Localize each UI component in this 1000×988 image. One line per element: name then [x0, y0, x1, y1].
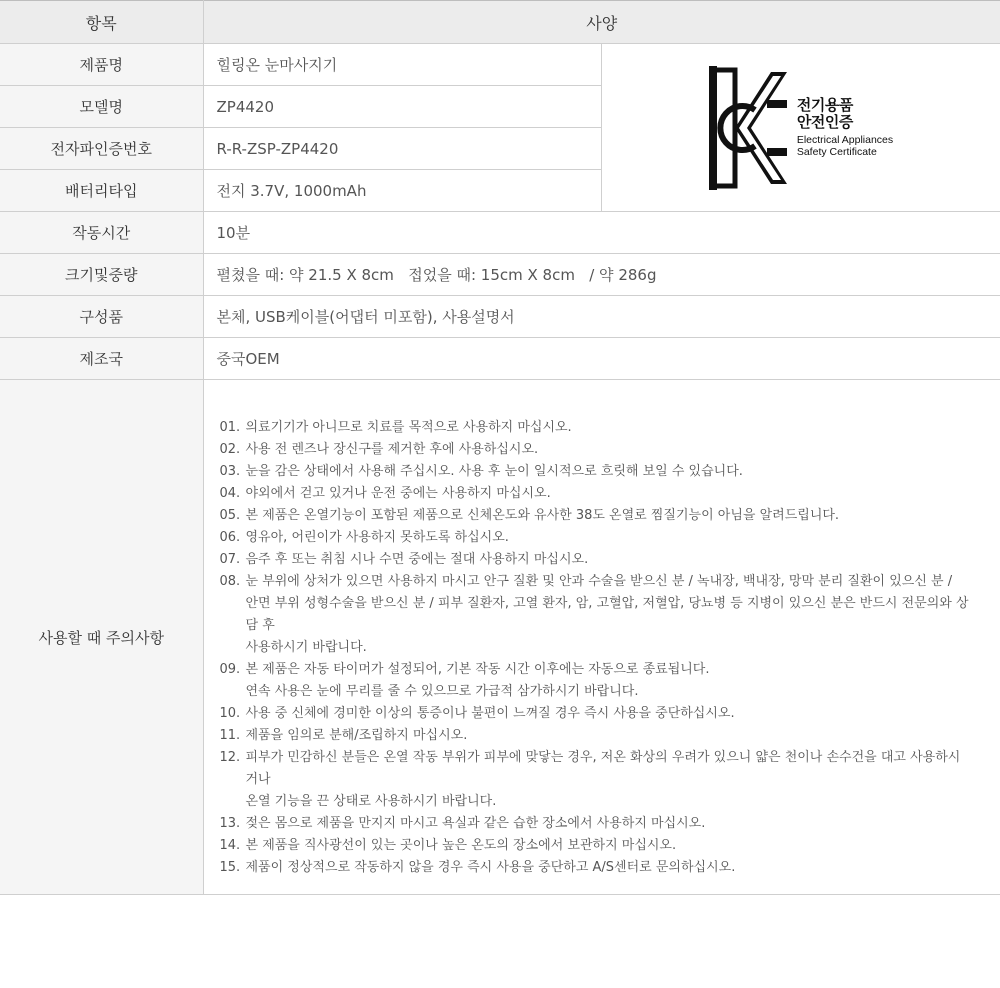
caution-number: 13. [219, 816, 241, 831]
caution-text: 본 제품을 직사광선이 있는 곳이나 높은 온도의 장소에서 보관하지 마십시오. [245, 838, 677, 853]
list-item [220, 505, 971, 527]
row-label: 제품명 [0, 44, 203, 86]
kc-label-en-2: Safety Certificate [796, 146, 877, 159]
caution-text: 사용 중 신체에 경미한 이상의 통증이나 불편이 느껴질 경우 즉시 사용을 중단하십시오. [245, 706, 735, 721]
caution-number: 12. [219, 750, 241, 765]
list-item [220, 439, 971, 461]
caution-number: 14. [219, 838, 241, 853]
caution-number: 11. [219, 728, 241, 743]
kc-label-en-1: Electrical Appliances [796, 134, 894, 147]
table-row [0, 296, 1000, 338]
list-item [220, 725, 971, 747]
list-item [220, 549, 971, 571]
caution-number: 04. [219, 486, 241, 501]
caution-text: 제품을 임의로 분해/조립하지 마십시오. [245, 728, 468, 743]
list-item [220, 703, 971, 725]
table-row [0, 212, 1000, 254]
row-value: 10분 [203, 212, 1000, 254]
list-item [220, 461, 971, 483]
caution-text: 본 제품은 온열기능이 포함된 제품으로 신체온도와 유사한 38도 온열로 찜질기능이 아님을 알려드립니다. [245, 508, 840, 523]
kc-label-ko-2: 안전인증 [796, 112, 853, 131]
caution-number: 08. [219, 574, 241, 589]
table-row [0, 44, 1000, 86]
row-label: 작동시간 [0, 212, 203, 254]
table-row [0, 338, 1000, 380]
kc-logo-cell [602, 44, 1000, 212]
caution-number: 05. [219, 508, 241, 523]
caution-content [203, 380, 1000, 895]
caution-text: 야외에서 걷고 있거나 운전 중에는 사용하지 마십시오. [245, 486, 551, 501]
caution-text: 제품이 정상적으로 작동하지 않을 경우 즉시 사용을 중단하고 A/S센터로 문의하십시오. [245, 860, 736, 875]
list-item [220, 571, 971, 659]
table-row [0, 254, 1000, 296]
caution-list [204, 380, 1000, 879]
row-value: ZP4420 [203, 86, 602, 128]
caution-text: 젖은 몸으로 제품을 만지지 마시고 욕실과 같은 습한 장소에서 사용하지 마십시오. [245, 816, 706, 831]
header-item: 항목 [0, 1, 203, 44]
caution-number: 15. [219, 860, 241, 875]
row-value: R-R-ZSP-ZP4420 [203, 128, 602, 170]
caution-row [0, 380, 1000, 895]
caution-number: 07. [219, 552, 241, 567]
list-item [220, 483, 971, 505]
caution-text: 영유아, 어린이가 사용하지 못하도록 하십시오. [245, 530, 509, 545]
row-value: 중국OEM [203, 338, 1000, 380]
header-spec: 사양 [203, 1, 1000, 44]
list-item [220, 857, 971, 879]
caution-text: 의료기기가 아니므로 치료를 목적으로 사용하지 마십시오. [245, 420, 572, 435]
kc-certification-logo [602, 66, 1000, 190]
caution-number: 09. [219, 662, 241, 677]
list-item [220, 813, 971, 835]
row-value: 본체, USB케이블(어댑터 미포함), 사용설명서 [203, 296, 1000, 338]
row-label: 구성품 [0, 296, 203, 338]
caution-label: 사용할 때 주의사항 [0, 380, 203, 895]
caution-number: 03. [219, 464, 241, 479]
caution-number: 02. [219, 442, 241, 457]
row-label: 크기및중량 [0, 254, 203, 296]
caution-number: 10. [219, 706, 241, 721]
list-item [220, 527, 971, 549]
list-item [220, 747, 971, 813]
caution-text: 음주 후 또는 취침 시나 수면 중에는 절대 사용하지 마십시오. [245, 552, 589, 567]
list-item [220, 659, 971, 703]
row-value: 힐링온 눈마사지기 [203, 44, 602, 86]
row-label: 배터리타입 [0, 170, 203, 212]
caution-text: 눈을 감은 상태에서 사용해 주십시오. 사용 후 눈이 일시적으로 흐릿해 보일 수 있습니다. [245, 464, 743, 479]
caution-text: 본 제품은 자동 타이머가 설정되어, 기본 작동 시간 이후에는 자동으로 종료됩니다. 연속 사용은 눈에 무리를 줄 수 있으므로 가급적 삼가하시기 바랍니다. [245, 662, 710, 699]
caution-number: 06. [219, 530, 241, 545]
caution-number: 01. [219, 420, 241, 435]
caution-text: 피부가 민감하신 분들은 온열 작동 부위가 피부에 맞닿는 경우, 저온 화상의 우려가 있으니 얇은 천이나 손수건을 대고 사용하시거나 온열 기능을 끈 상태로 사용하시기 바랍니다. [245, 750, 961, 809]
list-item [220, 417, 971, 439]
kc-label-ko-1: 전기용품 [796, 95, 853, 114]
kc-mark-icon [709, 66, 789, 190]
row-label: 제조국 [0, 338, 203, 380]
table-header [0, 1, 1000, 44]
row-value: 전지 3.7V, 1000mAh [203, 170, 602, 212]
row-label: 전자파인증번호 [0, 128, 203, 170]
row-label: 모델명 [0, 86, 203, 128]
row-value: 펼쳤을 때: 약 21.5 X 8cm 접었을 때: 15cm X 8cm / 약 286g [203, 254, 1000, 296]
caution-text: 사용 전 렌즈나 장신구를 제거한 후에 사용하십시오. [245, 442, 539, 457]
list-item [220, 835, 971, 857]
caution-text: 눈 부위에 상처가 있으면 사용하지 마시고 안구 질환 및 안과 수술을 받으신 분 / 녹내장, 백내장, 망막 분리 질환이 있으신 분 / 안면 부위 성형수술을 받으신 분 / 피부 질환자, 고열 환자, 암, 고혈압, 저혈압, 당뇨병 등 지병이 있으신 분은 반드시 전문의와 상담 후 사용하시기 바랍니다. [245, 574, 969, 655]
